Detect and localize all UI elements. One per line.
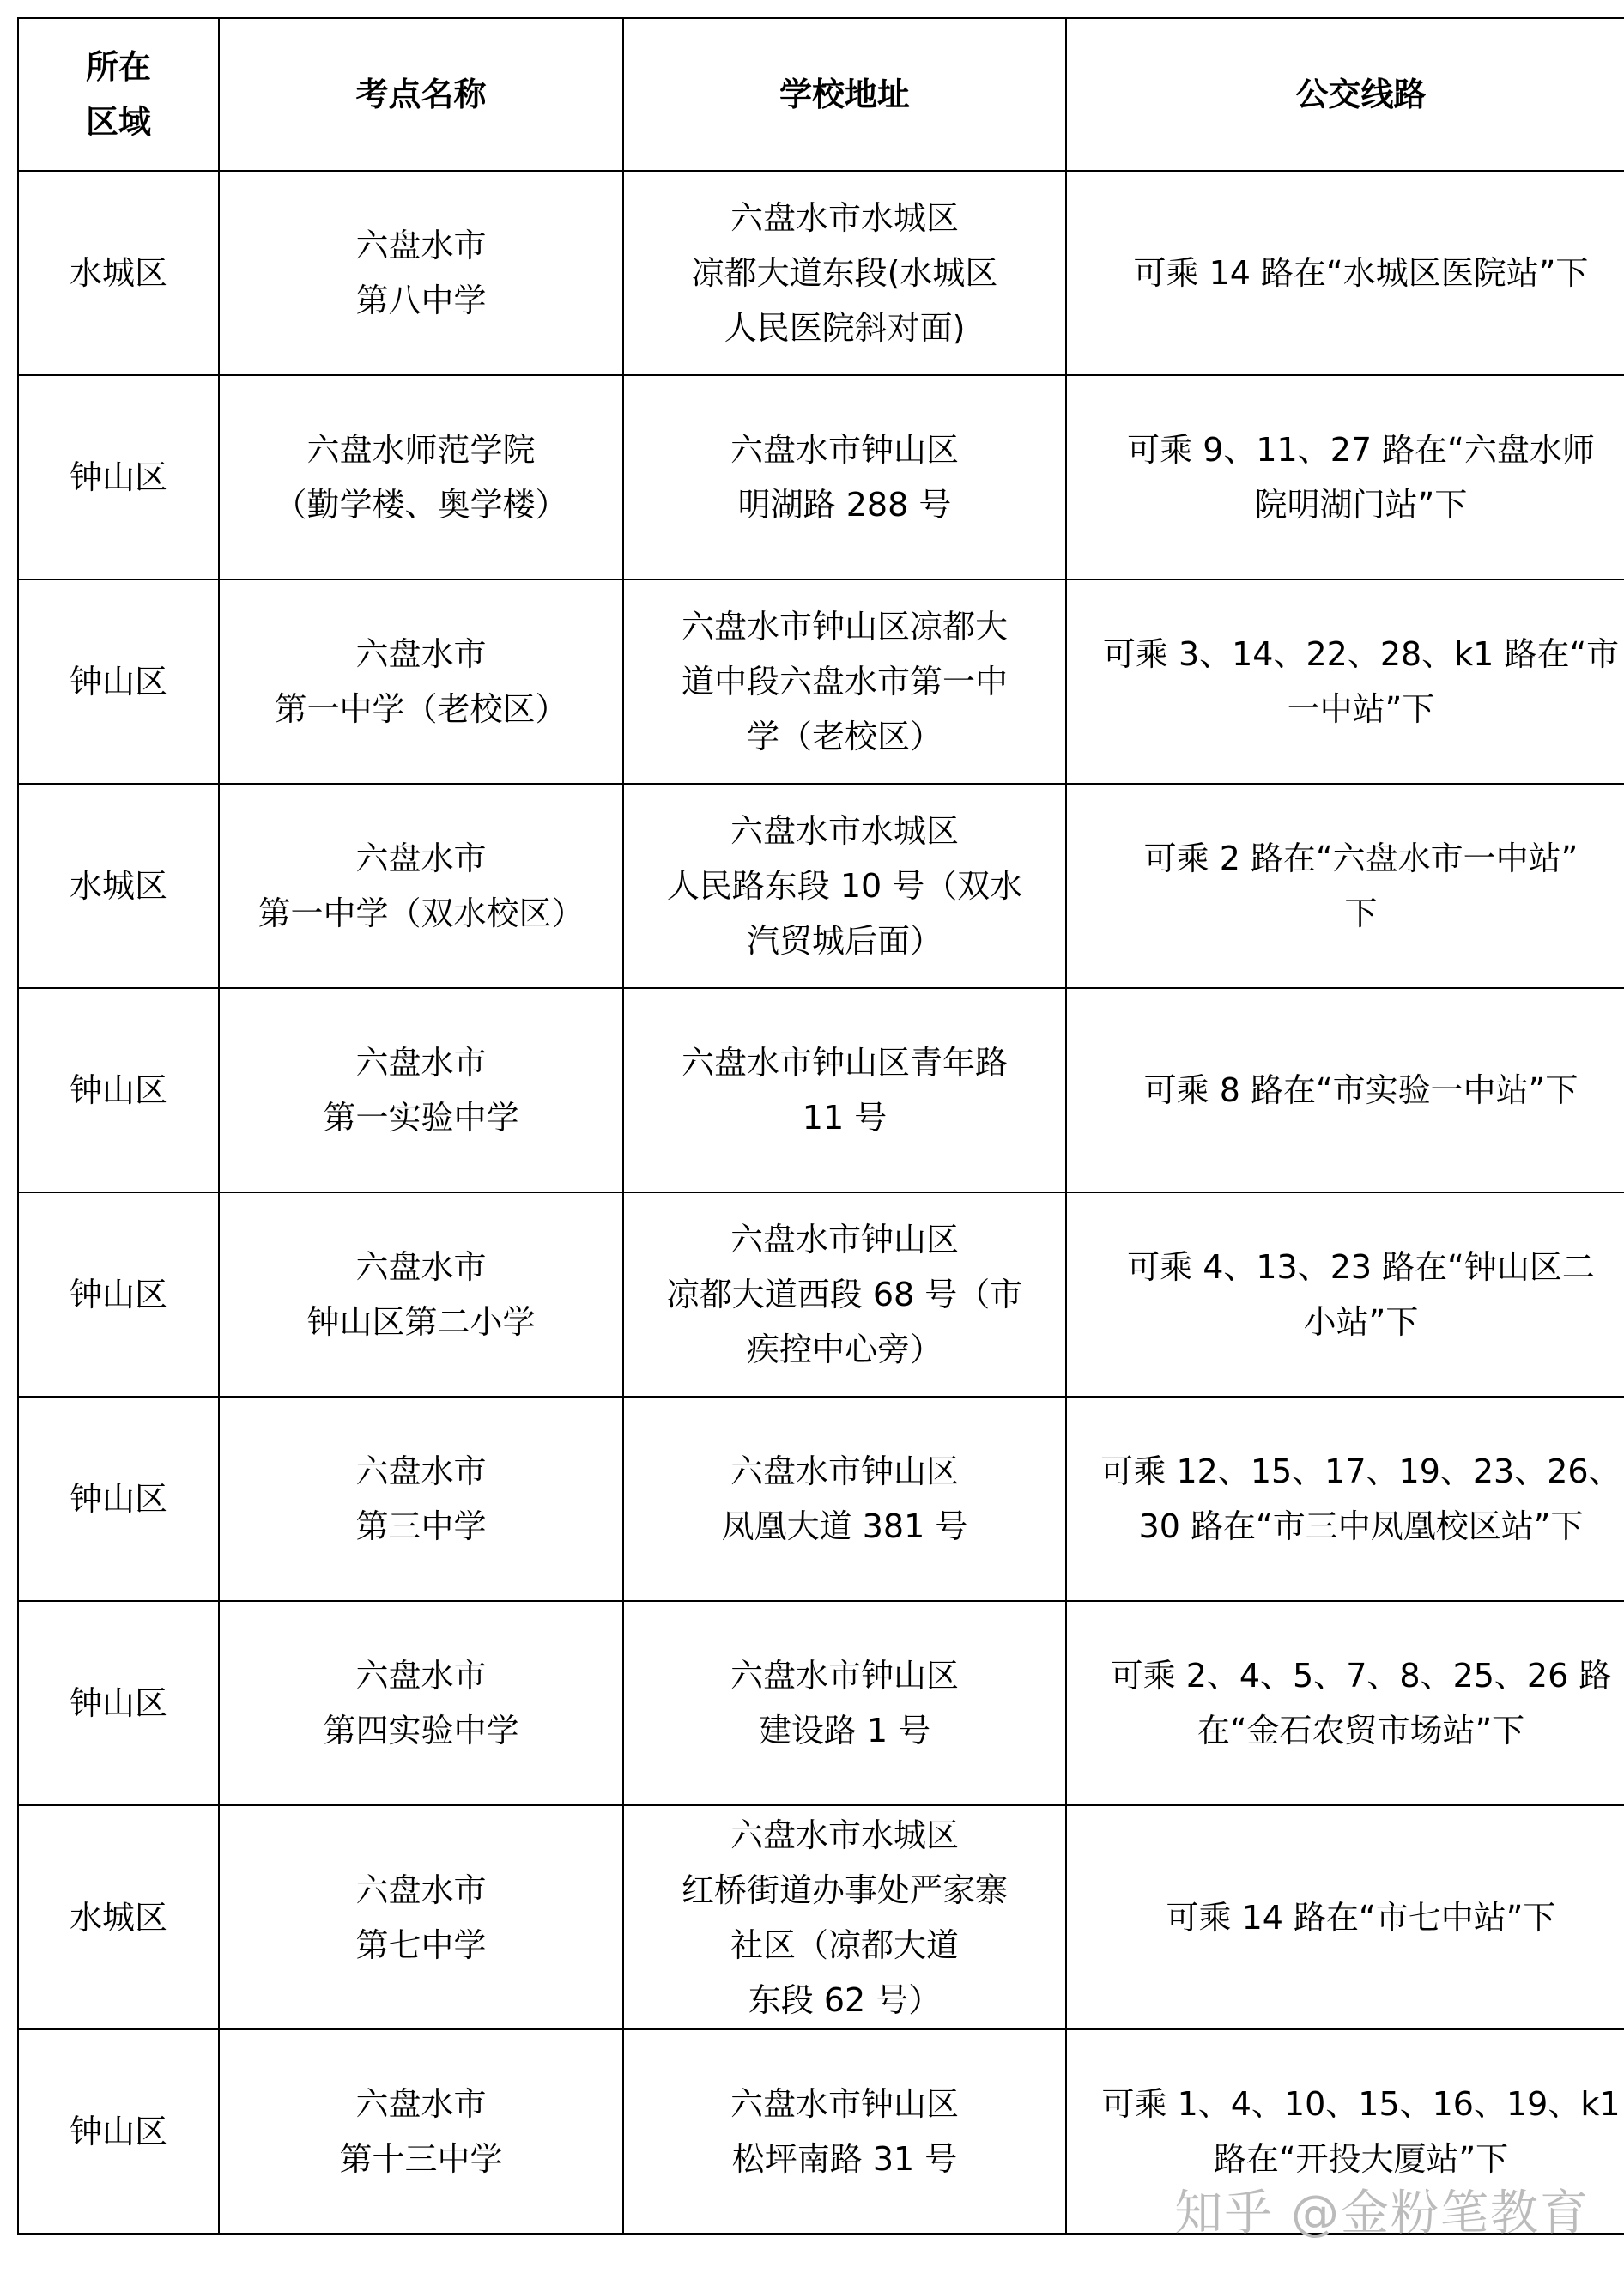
- cell-address-line: 六盘水市水城区: [730, 1816, 959, 1854]
- cell-bus-line: 小站”下: [1303, 1303, 1419, 1341]
- cell-address-line: 人民路东段 10 号（双水: [666, 867, 1023, 905]
- cell-bus-line: 院明湖门站”下: [1254, 486, 1468, 524]
- cell-address: [623, 1805, 1066, 2029]
- cell-address-line: 凉都大道东段(水城区: [691, 254, 998, 292]
- cell-bus-line: 可乘 2 路在“六盘水市一中站”: [1143, 840, 1579, 877]
- cell-address-line: 建设路 1 号: [758, 1712, 931, 1749]
- cell-address-line: 疾控中心旁）: [746, 1331, 942, 1368]
- cell-region: 钟山区: [18, 1601, 219, 1805]
- cell-name: [219, 171, 623, 375]
- table-row: [18, 375, 1624, 579]
- cell-bus-line: 可乘 12、15、17、19、23、26、: [1100, 1452, 1621, 1490]
- header-name: 考点名称: [219, 18, 623, 171]
- cell-region: 钟山区: [18, 1192, 219, 1397]
- cell-address-line: 六盘水市钟山区: [730, 1221, 959, 1258]
- cell-bus: [1066, 1397, 1624, 1601]
- cell-bus-line: 在“金石农贸市场站”下: [1197, 1712, 1525, 1749]
- table-row: [18, 579, 1624, 784]
- table-row: [18, 1805, 1624, 2029]
- cell-address-line: 东段 62 号）: [748, 1980, 942, 2019]
- header-address: 学校地址: [623, 18, 1066, 171]
- table-row: [18, 784, 1624, 988]
- cell-name: [219, 1192, 623, 1397]
- cell-name-line: （勤学楼、奥学楼）: [274, 486, 568, 524]
- cell-name-line: 六盘水市: [355, 227, 487, 264]
- cell-name-line: 钟山区第二小学: [306, 1303, 536, 1341]
- cell-address-line: 凉都大道西段 68 号（市: [666, 1276, 1023, 1313]
- cell-address: [623, 988, 1066, 1192]
- cell-address-line: 红桥街道办事处严家寨: [681, 1871, 1008, 1909]
- cell-address: [623, 1192, 1066, 1397]
- cell-address-line: 社区（凉都大道: [730, 1925, 959, 1964]
- cell-name-line: 第四实验中学: [323, 1712, 519, 1749]
- cell-bus-line: 30 路在“市三中凤凰校区站”下: [1138, 1507, 1584, 1545]
- cell-address: [623, 1601, 1066, 1805]
- cell-address: [623, 171, 1066, 375]
- cell-name-line: 六盘水市: [355, 1044, 487, 1082]
- cell-bus-line: 可乘 8 路在“市实验一中站”下: [1143, 1071, 1579, 1109]
- table-row: [18, 1192, 1624, 1397]
- cell-name-line: 六盘水市: [355, 1248, 487, 1286]
- cell-address: [623, 375, 1066, 579]
- table-row: [18, 988, 1624, 1192]
- cell-bus: [1066, 1601, 1624, 1805]
- cell-bus-line: 可乘 14 路在“市七中站”下: [1166, 1898, 1556, 1937]
- cell-name-line: 六盘水市: [355, 635, 487, 673]
- cell-name-line: 六盘水市: [355, 1452, 487, 1490]
- cell-address-line: 道中段六盘水市第一中: [681, 663, 1008, 700]
- cell-address-line: 凤凰大道 381 号: [721, 1507, 968, 1545]
- cell-bus-line: 路在“开投大厦站”下: [1213, 2140, 1509, 2178]
- header-row: [18, 18, 1624, 171]
- cell-bus-line: 下: [1344, 894, 1378, 932]
- cell-bus-line: 一中站”下: [1287, 690, 1435, 728]
- cell-name-line: 第一中学（老校区）: [274, 690, 568, 728]
- cell-address-line: 六盘水市钟山区凉都大: [681, 608, 1008, 646]
- cell-name-line: 六盘水市: [355, 2085, 487, 2123]
- cell-region: 水城区: [18, 1805, 219, 2029]
- cell-address: [623, 579, 1066, 784]
- cell-region: 钟山区: [18, 988, 219, 1192]
- header-region-line: 所在: [85, 48, 151, 86]
- cell-bus: [1066, 579, 1624, 784]
- cell-address-line: 六盘水市水城区: [730, 812, 959, 850]
- cell-address: [623, 1397, 1066, 1601]
- cell-region: 钟山区: [18, 375, 219, 579]
- cell-name-line: 第八中学: [355, 282, 487, 319]
- cell-address-line: 汽贸城后面）: [746, 922, 942, 960]
- cell-address-line: 六盘水市水城区: [730, 199, 959, 237]
- table-row: [18, 1601, 1624, 1805]
- cell-region: 钟山区: [18, 1397, 219, 1601]
- cell-name: [219, 375, 623, 579]
- cell-region: 钟山区: [18, 579, 219, 784]
- cell-bus-line: 可乘 1、4、10、15、16、19、k1: [1101, 2085, 1621, 2123]
- cell-name-line: 六盘水师范学院: [306, 431, 536, 469]
- cell-name-line: 第十三中学: [339, 2140, 503, 2178]
- cell-bus-line: 可乘 2、4、5、7、8、25、26 路: [1110, 1657, 1612, 1695]
- cell-name-line: 六盘水市: [355, 840, 487, 877]
- cell-bus: [1066, 988, 1624, 1192]
- cell-name: [219, 1805, 623, 2029]
- cell-address-line: 人民医院斜对面): [724, 309, 966, 347]
- cell-name-line: 第一中学（双水校区）: [258, 894, 585, 932]
- cell-address: [623, 784, 1066, 988]
- cell-bus-line: 可乘 4、13、23 路在“钟山区二: [1127, 1248, 1595, 1286]
- exam-sites-table: [17, 17, 1624, 2235]
- cell-bus: [1066, 375, 1624, 579]
- cell-bus-line: 可乘 3、14、22、28、k1 路在“市: [1102, 635, 1620, 673]
- cell-name-line: 第一实验中学: [323, 1099, 519, 1137]
- cell-bus-line: 可乘 9、11、27 路在“六盘水师: [1127, 431, 1595, 469]
- cell-address-line: 六盘水市钟山区: [730, 1452, 959, 1490]
- watermark: 知乎 @金粉笔教育: [1174, 2186, 1590, 2241]
- cell-address-line: 明湖路 288 号: [737, 486, 952, 524]
- cell-name: [219, 784, 623, 988]
- cell-address: [623, 2029, 1066, 2234]
- cell-address-line: 六盘水市钟山区: [730, 431, 959, 469]
- cell-region: 水城区: [18, 784, 219, 988]
- cell-address-line: 六盘水市钟山区: [730, 2085, 959, 2123]
- cell-name: [219, 988, 623, 1192]
- header-region: [18, 18, 219, 171]
- cell-bus: [1066, 1192, 1624, 1397]
- cell-bus: [1066, 1805, 1624, 2029]
- cell-address-line: 六盘水市钟山区青年路: [681, 1044, 1008, 1082]
- cell-name-line: 六盘水市: [355, 1871, 487, 1909]
- cell-address-line: 学（老校区）: [746, 718, 942, 755]
- cell-bus: [1066, 171, 1624, 375]
- cell-bus-line: 可乘 14 路在“水城区医院站”下: [1133, 254, 1589, 292]
- cell-address-line: 11 号: [802, 1099, 888, 1137]
- header-bus: 公交线路: [1066, 18, 1624, 171]
- header-region-line: 区域: [85, 103, 151, 141]
- cell-region: 钟山区: [18, 2029, 219, 2234]
- cell-address-line: 六盘水市钟山区: [730, 1657, 959, 1695]
- cell-region: 水城区: [18, 171, 219, 375]
- cell-bus: [1066, 784, 1624, 988]
- cell-address-line: 松坪南路 31 号: [731, 2140, 958, 2178]
- cell-name-line: 六盘水市: [355, 1657, 487, 1695]
- cell-name-line: 第三中学: [355, 1507, 487, 1545]
- cell-name-line: 第七中学: [355, 1925, 487, 1964]
- cell-name: [219, 1397, 623, 1601]
- table-row: [18, 171, 1624, 375]
- cell-name: [219, 1601, 623, 1805]
- cell-name: [219, 579, 623, 784]
- cell-name: [219, 2029, 623, 2234]
- table-row: [18, 1397, 1624, 1601]
